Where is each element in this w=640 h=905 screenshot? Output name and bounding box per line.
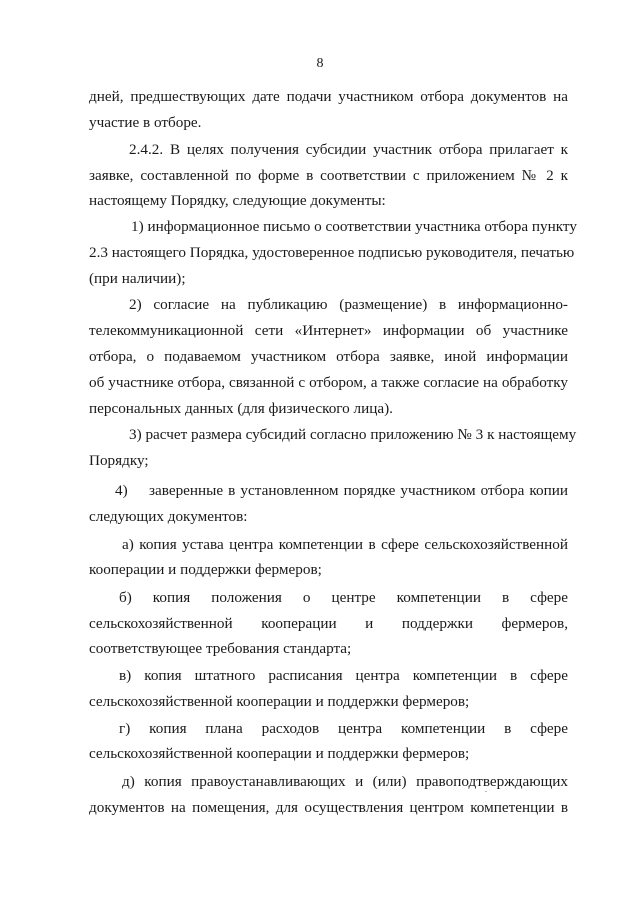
- text-line: (при наличии);: [89, 270, 186, 287]
- item-v-first-line: в) копия штатного расписания центра компетенции в сфере: [119, 667, 568, 684]
- text-line: сельскохозяйственной кооперации и поддержки фермеров;: [89, 693, 470, 710]
- text-line: заявке, составленной по форме в соответствии с приложением № 2 к: [89, 167, 568, 184]
- text-line: дней, предшествующих дате подачи участником отбора документов на: [89, 88, 568, 105]
- text-line: участие в отборе.: [89, 114, 202, 131]
- item-3-first-line: 3) расчет размера субсидий согласно приложению № 3 к настоящему: [129, 426, 577, 443]
- text-line: персональных данных (для физического лица).: [89, 400, 393, 417]
- item-1-first-line: 1) информационное письмо о соответствии участника отбора пункту: [131, 218, 577, 235]
- item-4-number: 4): [115, 482, 128, 499]
- text-line: следующих документов:: [89, 508, 248, 525]
- item-2-first-line: 2) согласие на публикацию (размещение) в информационно-: [129, 296, 568, 313]
- text-line: сельскохозяйственной кооперации и поддержки фермеров;: [89, 745, 470, 762]
- text-line: отбора, о подаваемом участником отбора заявке, иной информации: [89, 348, 568, 365]
- item-d-first-line: д) копия правоустанавливающих и (или) правоподтверждающих: [122, 773, 568, 790]
- paragraph-2-4-2-first-line: 2.4.2. В целях получения субсидии участник отбора прилагает к: [129, 141, 568, 158]
- item-b-first-line: б) копия положения о центре компетенции в сфере: [119, 589, 568, 606]
- item-g-first-line: г) копия плана расходов центра компетенции в сфере: [119, 720, 568, 737]
- scan-speck: [485, 791, 487, 792]
- item-4-first-line: [115, 482, 568, 500]
- text-line: телекоммуникационной сети «Интернет» информации об участнике: [89, 322, 568, 339]
- text-line: об участнике отбора, связанной с отбором, а также согласие на обработку: [89, 374, 568, 391]
- text-line: кооперации и поддержки фермеров;: [89, 561, 322, 578]
- text-line: документов на помещения, для осуществления центром компетенции в: [89, 799, 568, 816]
- text-line: настоящему Порядку, следующие документы:: [89, 192, 386, 209]
- text-line: сельскохозяйственной кооперации и поддержки фермеров,: [89, 615, 568, 632]
- page-number: 8: [316, 56, 324, 71]
- item-a-first-line: а) копия устава центра компетенции в сфере сельскохозяйственной: [122, 536, 568, 553]
- text-line: соответствующее требования стандарта;: [89, 640, 352, 657]
- item-4-text: заверенные в установленном порядке участником отбора копии: [149, 482, 568, 499]
- text-line: Порядку;: [89, 452, 149, 469]
- text-line: 2.3 настоящего Порядка, удостоверенное подписью руководителя, печатью: [89, 244, 575, 261]
